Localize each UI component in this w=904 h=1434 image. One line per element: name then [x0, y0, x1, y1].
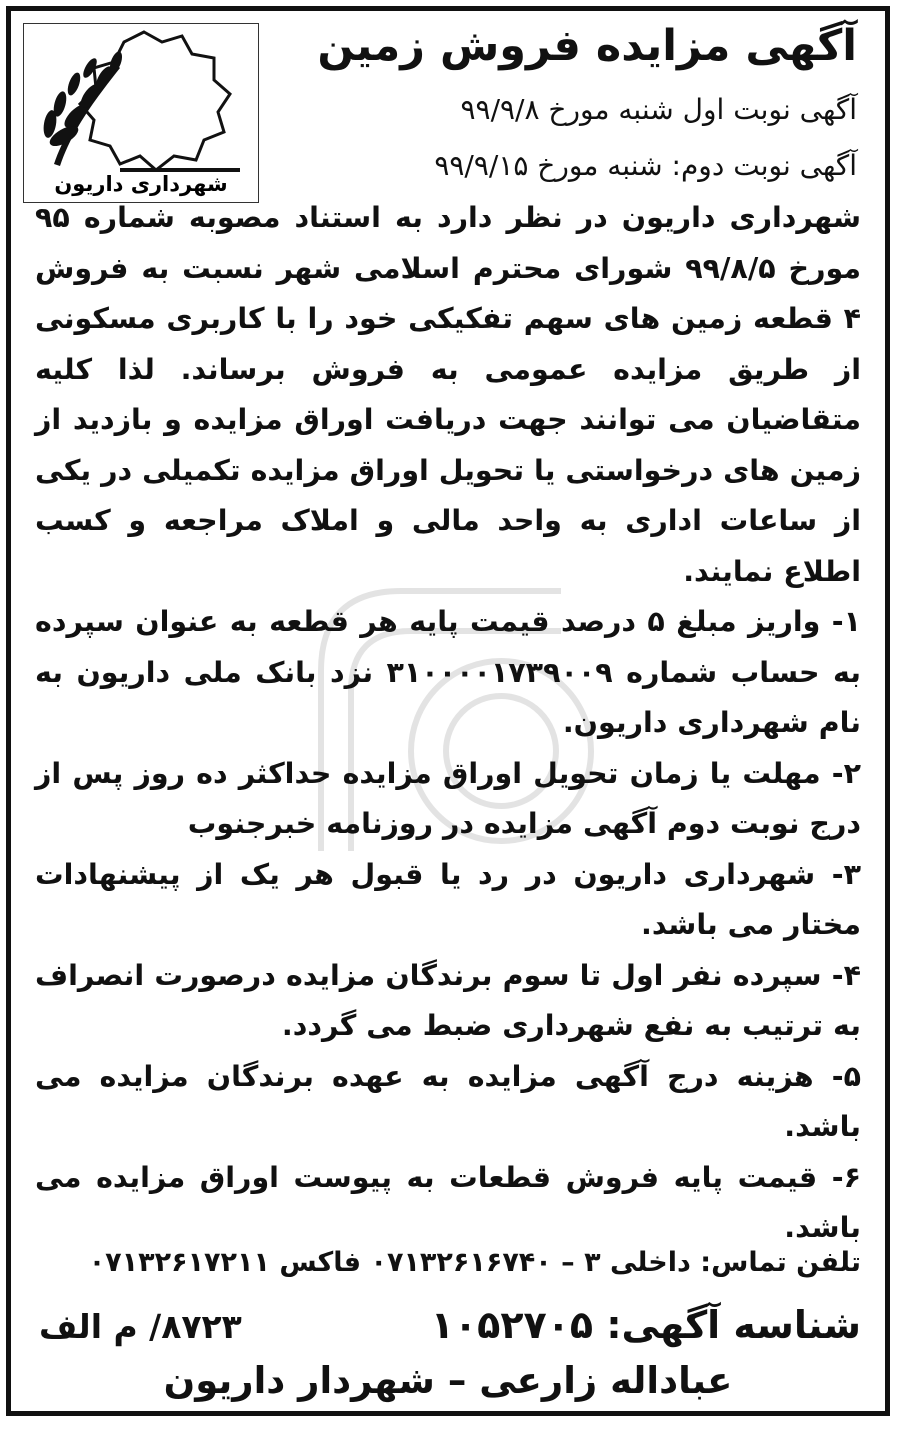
ad-title: آگهی مزایده فروش زمین: [317, 21, 857, 71]
condition-item-3: ۳- شهرداری داریون در رد یا قبول هر یک از پیشنهادات مختار می باشد.: [35, 857, 861, 941]
ad-identifier: شناسه آگهی: ۱۰۵۲۷۰۵: [430, 1303, 861, 1347]
logo-caption: شهرداری داریون: [54, 172, 228, 196]
laurel-star-icon: [24, 24, 258, 174]
condition-item-4: ۴- سپرده نفر اول تا سوم برندگان مزایده درصورت انصراف به ترتیب به نفع شهرداری ضبط می گردد.: [35, 958, 861, 1042]
advertisement-frame: [6, 6, 890, 1416]
second-publication-date: آگهی نوبت دوم: شنبه مورخ ۹۹/۹/۱۵: [434, 149, 857, 182]
condition-item-1: ۱- واریز مبلغ ۵ درصد قیمت پایه هر قطعه به عنوان سپرده به حساب شماره ۳۱۰۰۰۰۱۷۳۹۰۰۹ نزد بانک ملی داریون به نام شهرداری داریون.: [35, 605, 862, 739]
condition-item-6: ۶- قیمت پایه فروش قطعات به پیوست اوراق مزایده می باشد.: [35, 1160, 861, 1244]
condition-item-5: ۵- هزینه درج آگهی مزایده به عهده برندگان مزایده می باشد.: [35, 1059, 861, 1143]
first-publication-date: آگهی نوبت اول شنبه مورخ ۹۹/۹/۸: [460, 93, 857, 126]
intro-paragraph: شهرداری داریون در نظر دارد به استناد مصوبه شماره ۹۵ مورخ ۹۹/۸/۵ شورای محترم اسلامی شهر نسبت به فروش ۴ قطعه زمین های سهم تفکیکی خود را با کاربری مسکونی از طریق مزایده عمومی به فروش برساند. لذا کلیه متقاضیان می توانند جهت دریافت اوراق مزایده و بازدید از زمین های درخواستی یا تحویل اوراق مزایده تکمیلی در یکی از ساعات اداری به واحد مالی و املاک مراجعه و کسب اطلاع نمایند.: [35, 201, 861, 588]
condition-item-2: ۲- مهلت یا زمان تحویل اوراق مزایده حداکثر ده روز پس از درج نوبت دوم آگهی مزایده در روزنامه خبرجنوب: [35, 756, 861, 840]
ad-body: [35, 193, 861, 1254]
municipality-logo: [23, 23, 259, 203]
reference-number: ۸۷۲۳/ م الف: [39, 1307, 242, 1346]
mayor-signature: عباداله زارعی – شهردار داریون: [163, 1359, 733, 1402]
contact-phone: تلفن تماس: داخلی ۳ – ۰۷۱۳۲۶۱۶۷۴۰ فاکس ۰۷۱۳۲۶۱۷۲۱۱: [88, 1247, 861, 1278]
